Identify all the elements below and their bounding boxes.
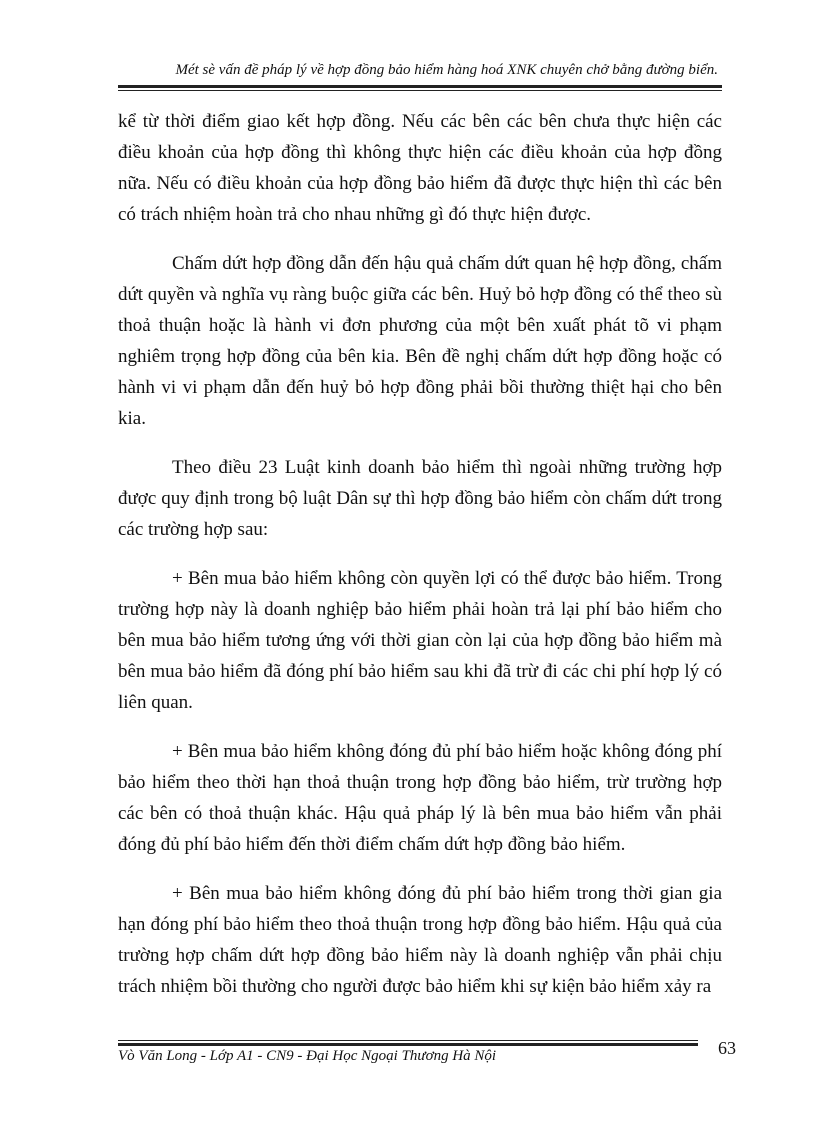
header-rule-thin <box>118 90 722 91</box>
paragraph: Theo điều 23 Luật kinh doanh bảo hiểm thì ngoài những trường hợp được quy định trong bộ luật Dân sự thì hợp đồng bảo hiểm còn chấm dứt trong các trường hợp sau: <box>118 457 722 540</box>
paragraph: + Bên mua bảo hiểm không đóng đủ phí bảo hiểm hoặc không đóng phí bảo hiểm theo thời hạn thoả thuận trong hợp đồng bảo hiểm, trừ trường hợp các bên có thoả thuận khác. Hậu quả pháp lý là bên mua bảo hiểm vẫn phải đóng đủ phí bảo hiểm đến thời điểm chấm dứt hợp đồng bảo hiểm. <box>118 741 722 855</box>
body-text <box>118 106 722 1020</box>
footer-author: Vò Văn Long - Lớp A1 - CN9 - Đại Học Ngoại Thương Hà Nội <box>118 1048 497 1064</box>
header-rule <box>118 85 722 88</box>
page-number: 63 <box>718 1038 736 1058</box>
paragraph: Chấm dứt hợp đồng dẫn đến hậu quả chấm dứt quan hệ hợp đồng, chấm dứt quyền và nghĩa vụ ràng buộc giữa các bên. Huỷ bỏ hợp đồng có thể theo sù thoả thuận hoặc là hành vi đơn phương của một bên xuất phát tõ vi phạm nghiêm trọng hợp đồng của bên kia. Bên đề nghị chấm dứt hợp đồng hoặc có hành vi vi phạm dẫn đến huỷ bỏ hợp đồng phải bồi thường thiệt hại cho bên kia. <box>118 253 722 429</box>
paragraph: + Bên mua bảo hiểm không còn quyền lợi có thể được bảo hiểm. Trong trường hợp này là doanh nghiệp bảo hiểm phải hoàn trả lại phí bảo hiểm cho bên mua bảo hiểm tương ứng với thời gian còn lại của hợp đồng bảo hiểm mà bên mua bảo hiểm đã đóng phí bảo hiểm sau khi đã trừ đi các chi phí hợp lý có liên quan. <box>118 568 722 713</box>
paragraph: kể từ thời điểm giao kết hợp đồng. Nếu các bên các bên chưa thực hiện các điều khoản của hợp đồng thì không thực hiện các điều khoản của hợp đồng nữa. Nếu có điều khoản của hợp đồng bảo hiểm đã được thực hiện thì các bên có trách nhiệm hoàn trả cho nhau những gì đó thực hiện được. <box>118 111 722 225</box>
footer-rule <box>118 1043 698 1046</box>
header-title: Mét sè vấn đề pháp lý về hợp đồng bảo hiểm hàng hoá XNK chuyên chở bằng đường biển. <box>175 62 718 78</box>
paragraph: + Bên mua bảo hiểm không đóng đủ phí bảo hiểm trong thời gian gia hạn đóng phí bảo hiểm theo thoả thuận trong hợp đồng bảo hiểm. Hậu quả của trường hợp chấm dứt hợp đồng bảo hiểm này là doanh nghiệp vẫn phải chịu trách nhiệm bồi thường cho người được bảo hiểm khi sự kiện bảo hiểm xảy ra <box>118 883 722 997</box>
footer-rule-thin <box>118 1040 698 1041</box>
